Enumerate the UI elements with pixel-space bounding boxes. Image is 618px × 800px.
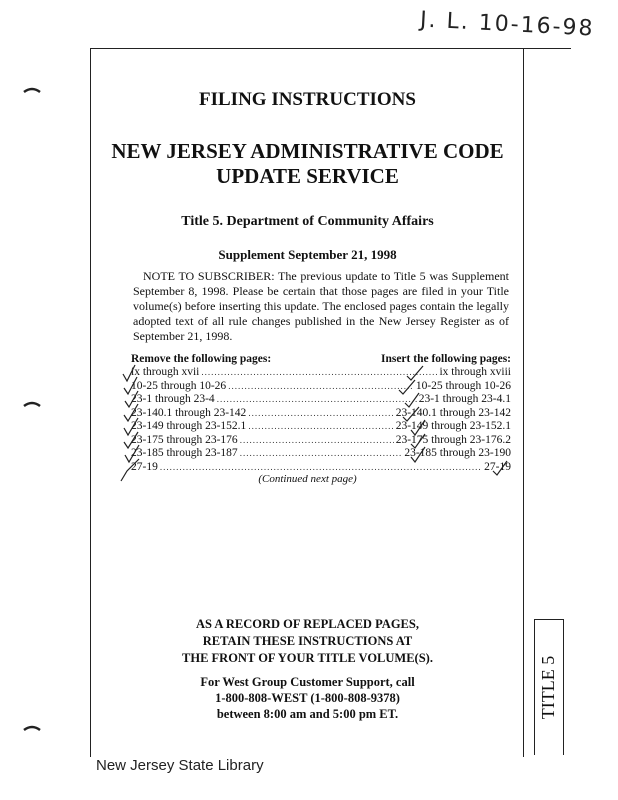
pages-list xyxy=(131,366,511,474)
remove-pages: 23-185 through 23-187 xyxy=(131,447,238,459)
insert-pages: ix through xviii xyxy=(439,366,511,378)
remove-pages: 23-175 through 23-176 xyxy=(131,433,238,446)
table-row xyxy=(131,447,511,461)
insert-pages-header: Insert the following pages: xyxy=(380,353,511,365)
filing-instructions-page xyxy=(90,48,571,757)
punch-hole-icon xyxy=(22,398,42,410)
continued-note: (Continued next page) xyxy=(258,473,357,485)
title-tab-label: TITLE 5 xyxy=(538,655,559,720)
remove-pages: 23-149 through 23-152.1 xyxy=(131,420,247,432)
code-heading xyxy=(91,139,524,189)
remove-pages: 10-25 through 10-26 xyxy=(131,379,227,392)
customer-support-info xyxy=(91,674,524,722)
page-title: FILING INSTRUCTIONS xyxy=(199,89,416,110)
support-hours: between 8:00 am and 5:00 pm ET. xyxy=(216,707,399,721)
record-notice-line3: THE FRONT OF YOUR TITLE VOLUME(S). xyxy=(182,651,433,665)
table-row xyxy=(131,461,511,475)
record-notice xyxy=(91,616,524,667)
pages-column-headers xyxy=(131,353,511,365)
remove-pages: 27-19 xyxy=(131,460,158,473)
subscriber-note: NOTE TO SUBSCRIBER: The previous update to Title 5 was Supplement September 8, 1998. Please be certain that those pages are filed in your Title volume(s) before inserting this update. The enclosed pages contain the legally adopted text of all rule changes published in the New Jersey Register as of September 21, 1998. xyxy=(133,269,509,343)
leader-dots xyxy=(228,381,414,391)
code-heading-line2: UPDATE SERVICE xyxy=(216,164,399,188)
title-tab xyxy=(534,619,564,755)
remove-pages: 23-1 through 23-4 xyxy=(131,393,215,405)
insert-pages: 23-1 through 23-4.1 xyxy=(418,393,511,405)
leader-dots xyxy=(248,408,393,418)
table-row xyxy=(131,420,511,434)
insert-pages: 23-175 through 23-176.2 xyxy=(395,433,511,446)
title-tab-label-box xyxy=(535,620,563,755)
table-row xyxy=(131,393,511,407)
table-row xyxy=(131,380,511,394)
support-line1: For West Group Customer Support, call xyxy=(200,675,415,689)
remove-pages-header: Remove the following pages: xyxy=(131,353,272,365)
table-row xyxy=(131,407,511,421)
tab-strip xyxy=(523,49,571,757)
remove-pages: 23-140.1 through 23-142 xyxy=(131,406,247,419)
insert-pages: 23-149 through 23-152.1 xyxy=(395,420,511,432)
code-heading-line1: NEW JERSEY ADMINISTRATIVE CODE xyxy=(111,139,504,163)
remove-pages: ix through xvii xyxy=(131,366,200,378)
support-phone: 1-800-808-WEST (1-800-808-9378) xyxy=(215,691,400,705)
leader-dots xyxy=(248,421,393,431)
insert-pages: 27-19 xyxy=(484,460,511,473)
insert-pages: 10-25 through 10-26 xyxy=(415,379,511,392)
record-notice-line2: RETAIN THESE INSTRUCTIONS AT xyxy=(202,634,413,648)
table-row xyxy=(131,434,511,448)
supplement-heading: Supplement September 21, 1998 xyxy=(218,247,397,262)
leader-dots xyxy=(160,462,482,472)
handwritten-initials-date: J. L. 10-16-98 xyxy=(419,7,596,42)
table-row xyxy=(131,366,511,380)
punch-hole-icon xyxy=(22,84,42,96)
leader-dots xyxy=(217,394,417,404)
title-heading: Title 5. Department of Community Affairs xyxy=(181,214,434,229)
leader-dots xyxy=(201,367,437,377)
insert-pages: 23-185 through 23-190 xyxy=(404,447,511,459)
leader-dots xyxy=(240,448,403,458)
leader-dots xyxy=(240,435,394,445)
record-notice-line1: AS A RECORD OF REPLACED PAGES, xyxy=(196,617,419,631)
punch-hole-icon xyxy=(22,722,42,734)
library-stamp: New Jersey State Library xyxy=(96,757,264,774)
insert-pages: 23-140.1 through 23-142 xyxy=(395,406,511,419)
